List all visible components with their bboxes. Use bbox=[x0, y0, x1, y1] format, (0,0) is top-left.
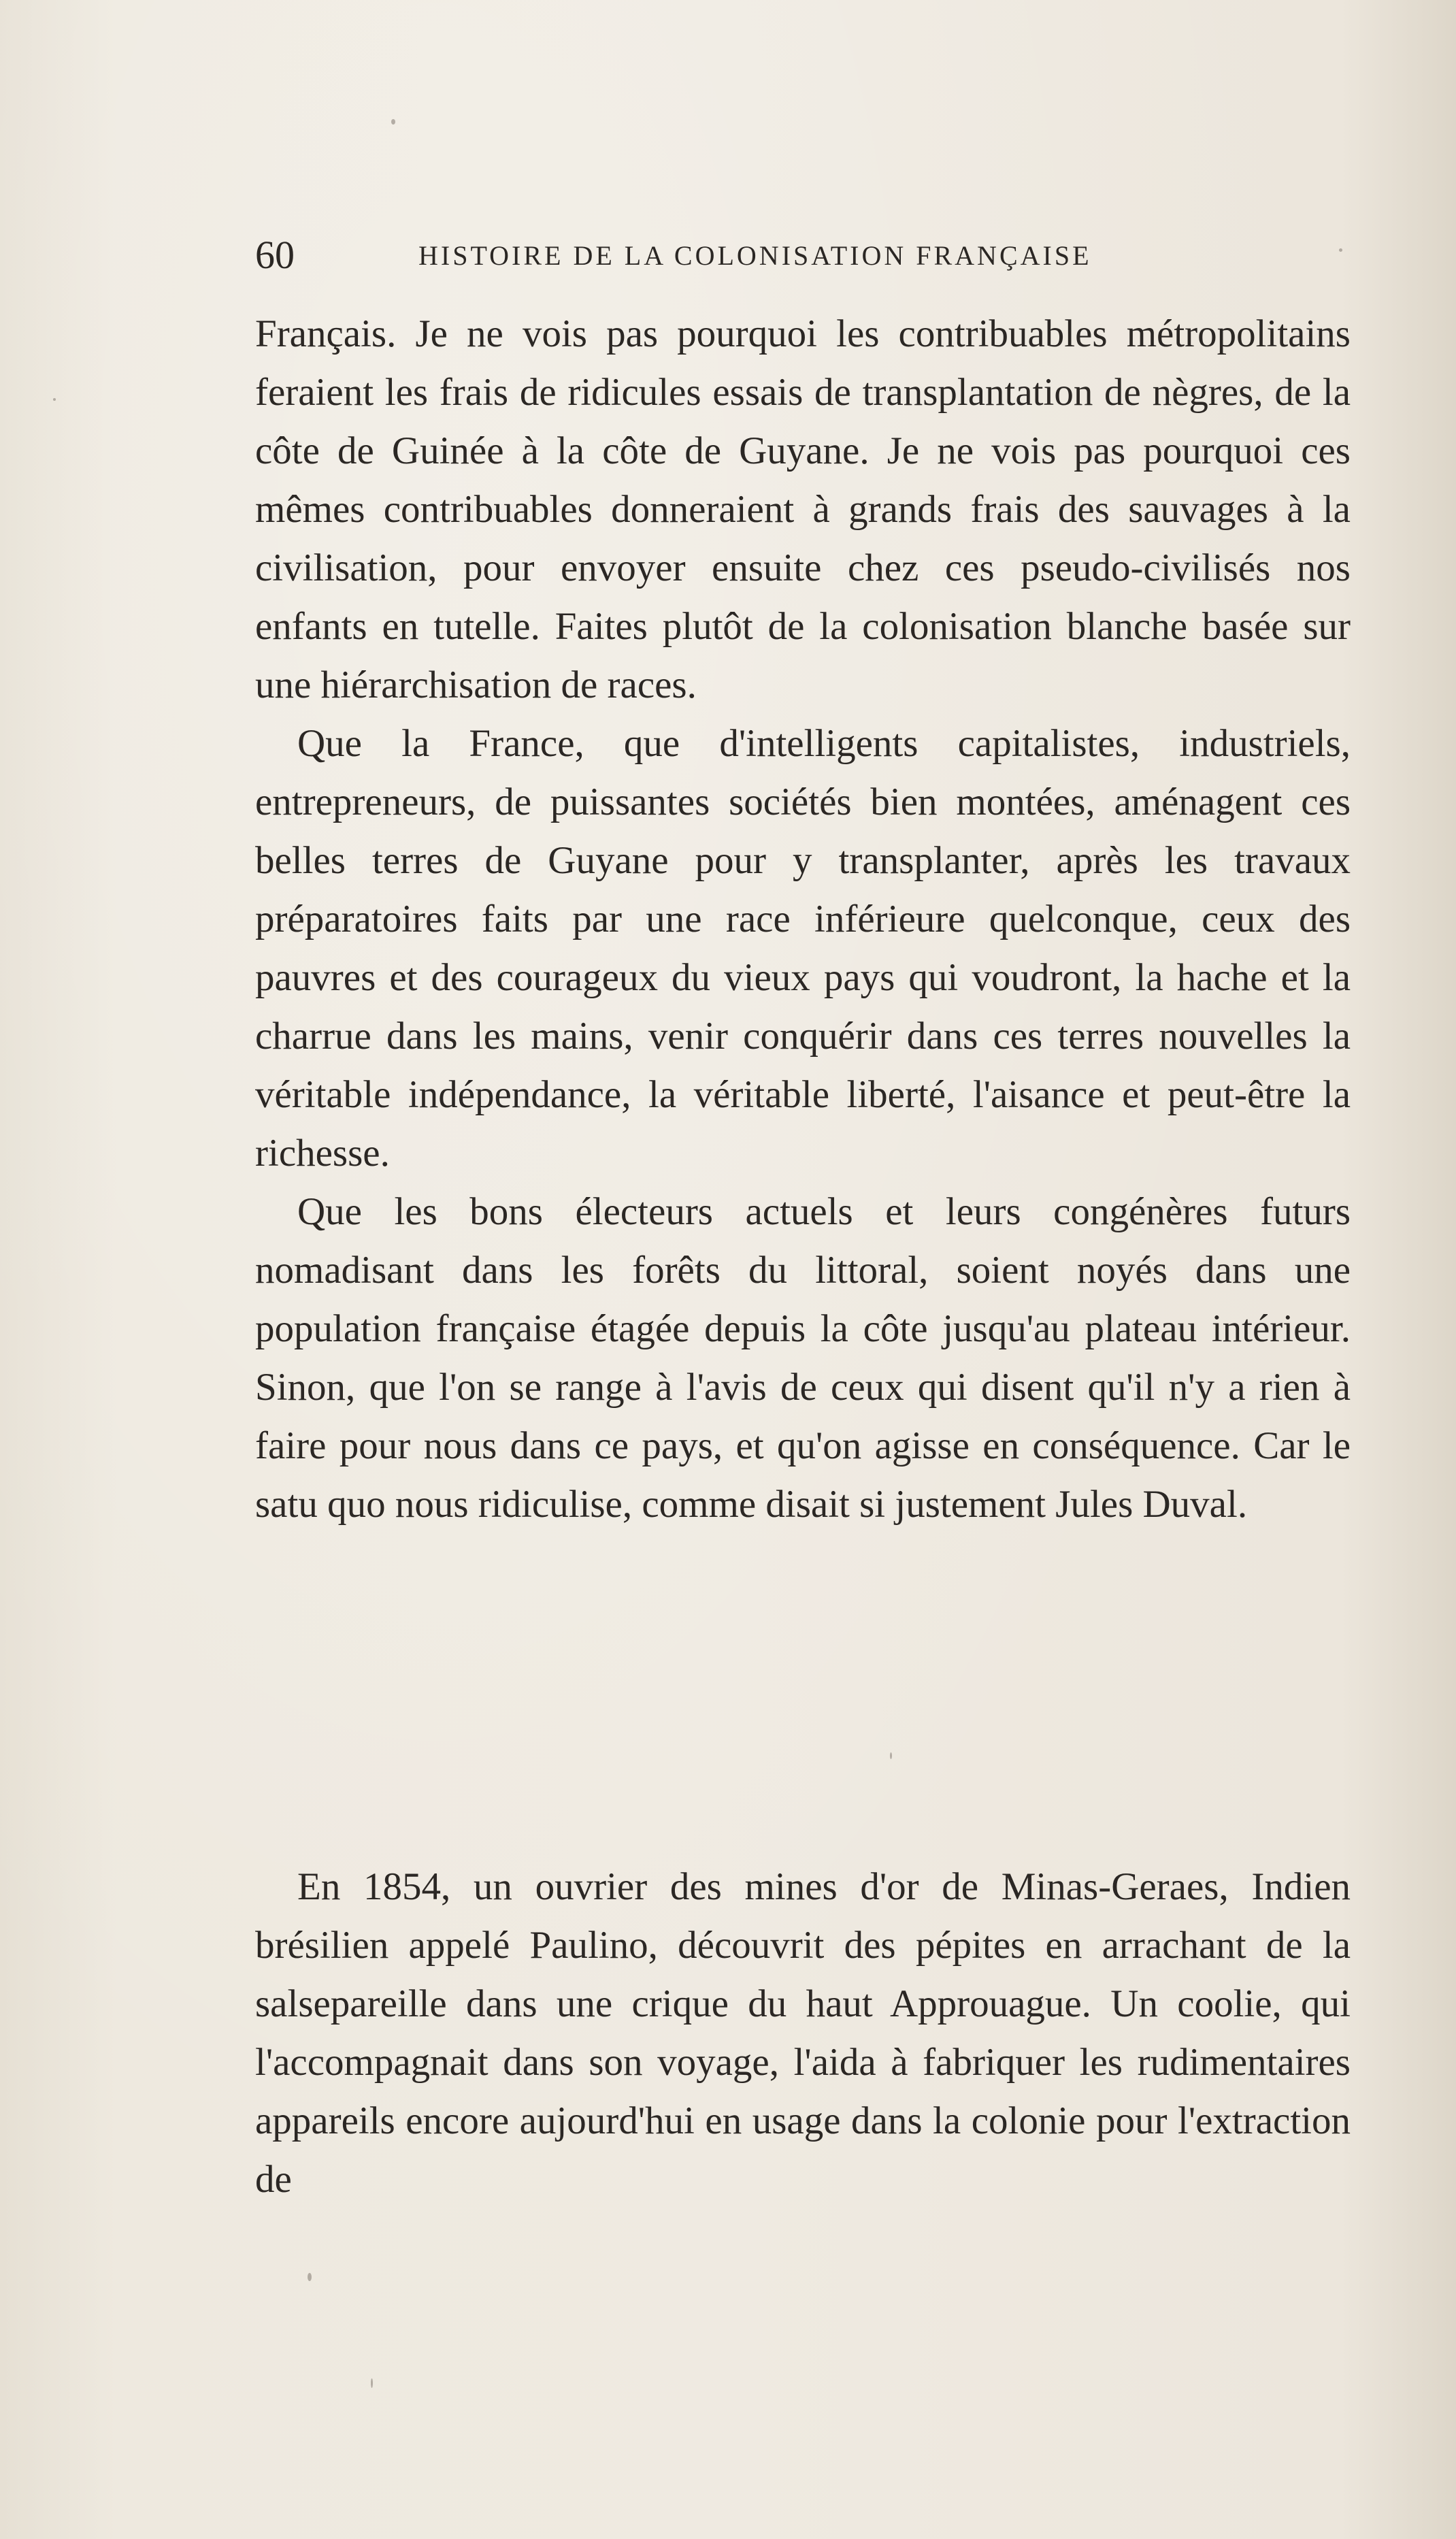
text-block-upper bbox=[255, 305, 1351, 1534]
paragraph: Que les bons électeurs actuels et leurs congénères futurs nomadisant dans les forêts du littoral, soient noyés dans une population française étagée depuis la côte jusqu'au plateau intérieur. Sinon, que l'on se range à l'avis de ceux qui disent qu'il n'y a rien à faire pour nous dans ce pays, et qu'on agisse en conséquence. Car le satu quo nous ridiculise, comme disait si justement Jules Duval. bbox=[255, 1190, 1351, 1526]
paper-speck bbox=[371, 2378, 373, 2388]
paragraph: Français. Je ne vois pas pourquoi les contribuables métropolitains feraient les frais de ridicules essais de transplantation de nègres, de la côte de Guinée à la côte de Guyane. Je ne vois pas pourquoi ces mêmes contribuables donneraient à grands frais des sauvages à la civilisation, pour envoyer ensuite chez ces pseudo-civilisés nos enfants en tutelle. Faites plutôt de la colonisation blanche basée sur une hiérarchisation de races. bbox=[255, 312, 1351, 706]
running-title: HISTOIRE DE LA COLONISATION FRANÇAISE bbox=[418, 240, 1092, 271]
paper-speck bbox=[53, 398, 56, 401]
paper-speck bbox=[391, 119, 395, 125]
paper-speck bbox=[1339, 248, 1342, 252]
running-head bbox=[255, 231, 1351, 279]
page-number: 60 bbox=[255, 233, 295, 277]
paper-speck bbox=[890, 1752, 892, 1759]
text-block-lower bbox=[255, 1858, 1351, 2209]
paper-speck bbox=[308, 2273, 312, 2281]
paragraph: En 1854, un ouvrier des mines d'or de Minas-Geraes, Indien brésilien appelé Paulino, découvrit des pépites en arrachant de la salsepareille dans une crique du haut Approuague. Un coolie, qui l'accompagnait dans son voyage, l'aida à fabriquer les rudimentaires appareils encore aujourd'hui en usage dans la colonie pour l'extraction de bbox=[255, 1865, 1351, 2201]
paragraph: Que la France, que d'intelligents capitalistes, industriels, entrepreneurs, de puissantes sociétés bien montées, aménagent ces belles terres de Guyane pour y transplanter, après les travaux préparatoires faits par une race inférieure quelconque, ceux des pauvres et des courageux du vieux pays qui voudront, la hache et la charrue dans les mains, venir conquérir dans ces terres nouvelles la véritable indépendance, la véritable liberté, l'aisance et peut-être la richesse. bbox=[255, 722, 1351, 1175]
